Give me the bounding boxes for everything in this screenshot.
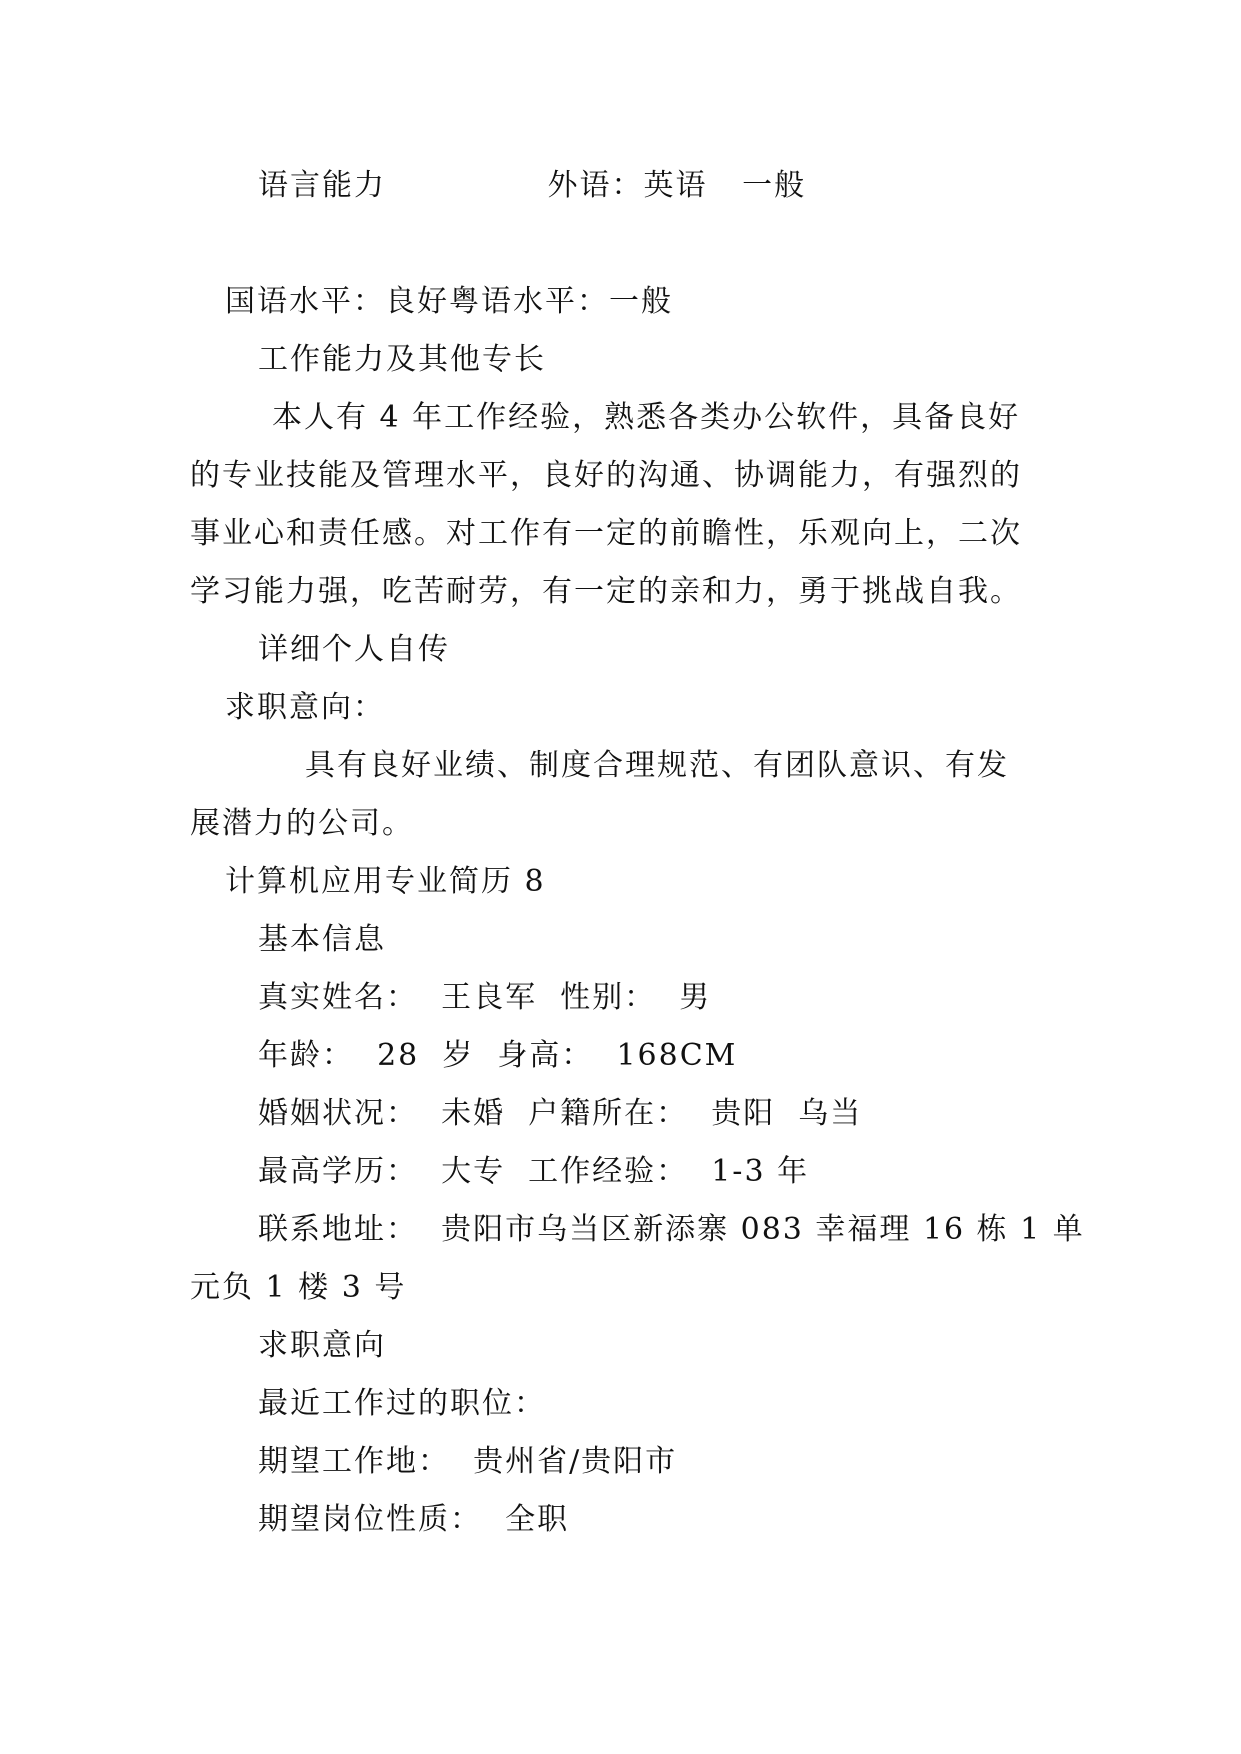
address-line-2: 元负 1 楼 3 号 bbox=[190, 1270, 407, 1305]
address-line-1: 联系地址： 贵阳市乌当区新添寨 083 幸福理 16 栋 1 单 bbox=[258, 1212, 1085, 1247]
age-height-line: 年龄： 28 岁 身高： 168CM bbox=[258, 1038, 738, 1073]
job-intention-paragraph-line-2: 展潜力的公司。 bbox=[190, 806, 414, 841]
work-ability-heading: 工作能力及其他专长 bbox=[258, 342, 546, 377]
recent-position-line: 最近工作过的职位： bbox=[258, 1386, 546, 1421]
mandarin-cantonese-line: 国语水平：良好粤语水平：一般 bbox=[225, 284, 673, 319]
work-ability-paragraph-line-4: 学习能力强，吃苦耐劳，有一定的亲和力，勇于挑战自我。 bbox=[190, 574, 1022, 609]
job-intention-paragraph-line-1: 具有良好业绩、制度合理规范、有团队意识、有发 bbox=[305, 748, 1009, 783]
expected-location-line: 期望工作地： 贵州省/贵阳市 bbox=[258, 1444, 678, 1479]
resume-title: 计算机应用专业简历 8 bbox=[225, 864, 546, 899]
name-gender-line: 真实姓名： 王良军 性别： 男 bbox=[258, 980, 712, 1015]
work-ability-paragraph-line-3: 事业心和责任感。对工作有一定的前瞻性，乐观向上，二次 bbox=[190, 516, 1022, 551]
job-intention-section-heading: 求职意向 bbox=[258, 1328, 386, 1363]
work-ability-paragraph-line-2: 的专业技能及管理水平，良好的沟通、协调能力，有强烈的 bbox=[190, 458, 1022, 493]
marital-hukou-line: 婚姻状况： 未婚 户籍所在： 贵阳 乌当 bbox=[258, 1096, 863, 1131]
basic-info-heading: 基本信息 bbox=[258, 922, 386, 957]
language-ability-line: 语言能力 外语：英语 一般 bbox=[258, 168, 807, 203]
education-experience-line: 最高学历： 大专 工作经验： 1-3 年 bbox=[258, 1154, 810, 1189]
autobiography-heading: 详细个人自传 bbox=[258, 632, 450, 667]
work-ability-paragraph-line-1: 本人有 4 年工作经验，熟悉各类办公软件，具备良好 bbox=[272, 400, 1021, 435]
expected-job-type-line: 期望岗位性质： 全职 bbox=[258, 1502, 570, 1537]
job-intention-heading: 求职意向： bbox=[225, 690, 385, 725]
